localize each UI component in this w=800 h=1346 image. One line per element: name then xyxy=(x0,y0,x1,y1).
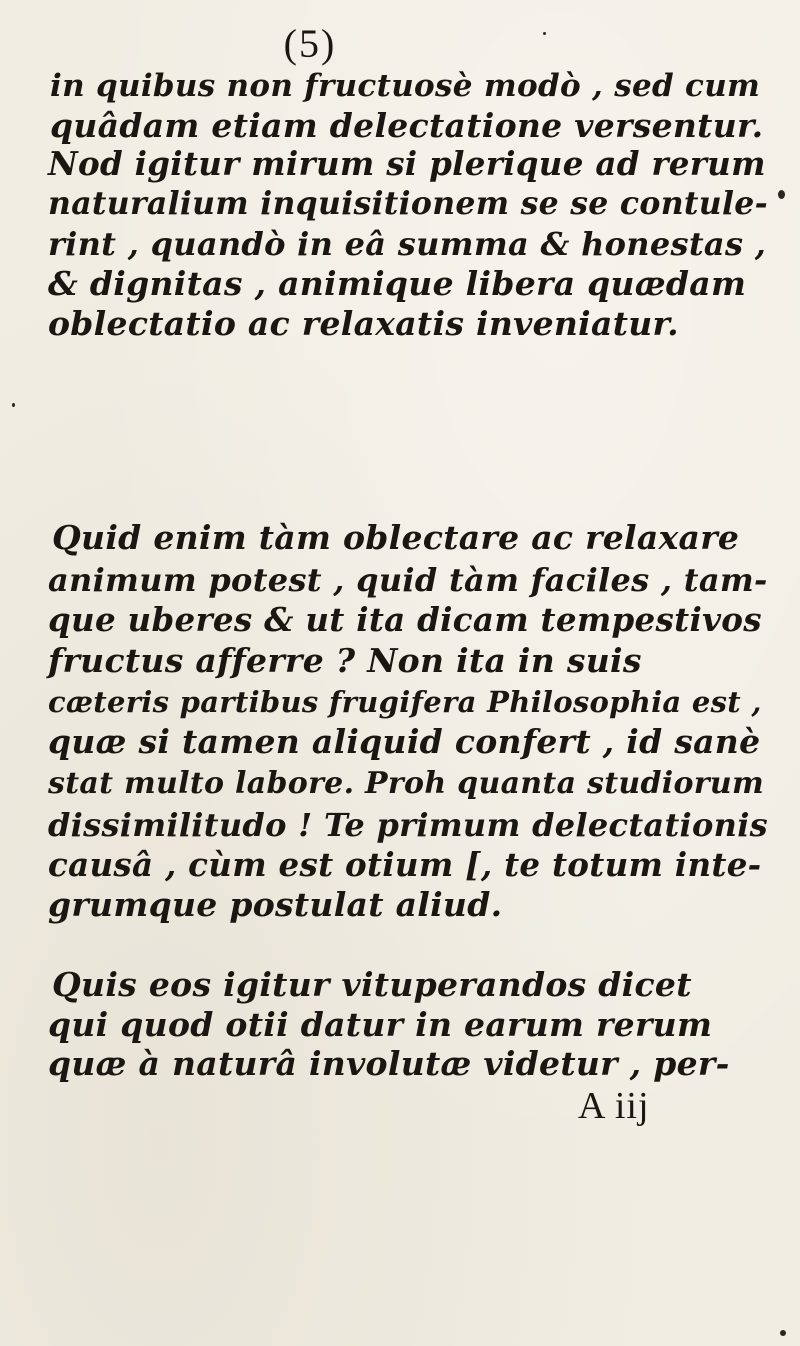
text-line: & dignitas , animique libera quædam xyxy=(48,264,747,303)
text-line: Quis eos igitur vituperandos dicet xyxy=(52,965,692,1004)
text-line: causâ , cùm est otium [, te totum inte- xyxy=(48,845,762,884)
text-line: rint , quandò in eâ summa & honestas , xyxy=(48,225,767,263)
text-line: qui quod otii datur in earum rerum xyxy=(48,1005,713,1044)
text-line: animum potest , quid tàm faciles , tam- xyxy=(48,561,768,599)
paper-speck xyxy=(780,1330,786,1336)
text-line: quæ à naturâ involutæ videtur , per- xyxy=(48,1044,730,1083)
signature-mark: A iij xyxy=(578,1085,650,1127)
text-line: Nod igitur mirum si plerique ad rerum xyxy=(48,144,766,183)
text-line: grumque postulat aliud. xyxy=(48,885,503,924)
text-line: quâdam etiam delectatione versentur. xyxy=(50,106,764,145)
text-line: dissimilitudo ! Te primum delectationis xyxy=(48,806,768,844)
text-line: naturalium inquisitionem se se contule- xyxy=(48,185,768,222)
text-line: in quibus non fructuosè modò , sed cum xyxy=(50,68,761,104)
text-line: que uberes & ut ita dicam tempestivos xyxy=(48,600,762,639)
text-line: Quid enim tàm oblectare ac relaxare xyxy=(52,518,740,557)
paper-speck xyxy=(12,403,15,407)
text-line: stat multo labore. Proh quanta studiorum xyxy=(48,766,765,801)
text-line: quæ si tamen aliquid confert , id sanè xyxy=(48,722,761,761)
text-line: oblectatio ac relaxatis inveniatur. xyxy=(48,304,679,343)
paper-speck xyxy=(778,190,785,199)
page-number: (5) xyxy=(283,21,337,66)
text-line: fructus afferre ? Non ita in suis xyxy=(48,641,642,680)
paper-speck xyxy=(543,32,546,35)
text-line: cæteris partibus frugifera Philosophia est , xyxy=(48,685,762,719)
